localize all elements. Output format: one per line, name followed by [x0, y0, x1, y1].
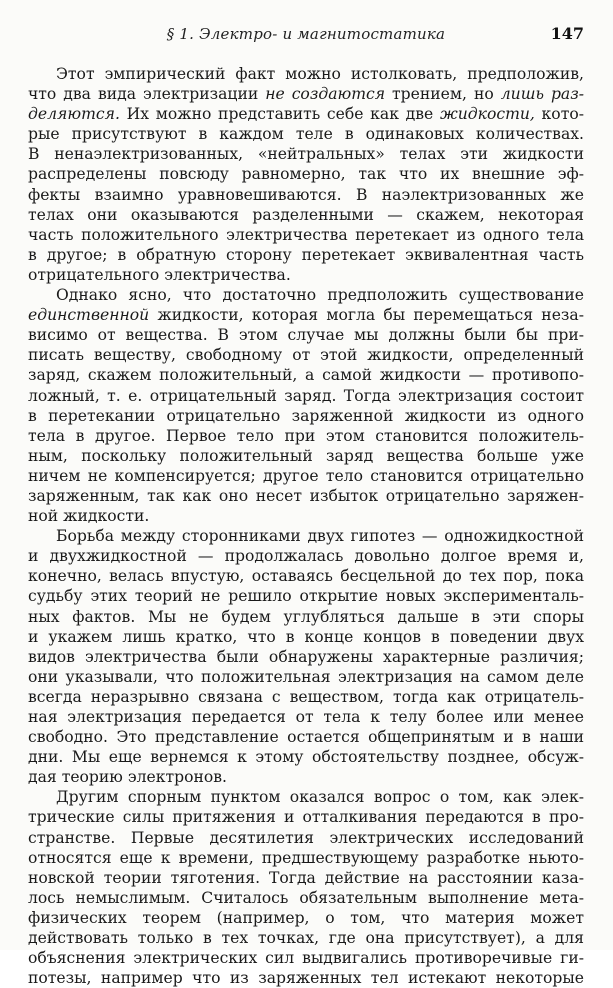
- text-line-with-emphasis: [28, 305, 584, 325]
- text-line: часть положительного электричества перетекает из одного тела: [28, 225, 584, 244]
- emphasis-span: жидкости,: [439, 105, 535, 124]
- paragraph-3: [28, 526, 584, 787]
- emphasis-span: лишь раз-: [500, 85, 584, 104]
- text-span: что два вида электризации: [28, 85, 266, 104]
- text-line: телах они оказываются разделенными — скажем, некоторая: [28, 205, 584, 224]
- text-line: трические силы притяжения и отталкивания передаются в про-: [28, 808, 584, 827]
- text-line: странстве. Первые десятилетия электрических исследований: [28, 828, 584, 847]
- text-line: Этот эмпирический факт можно истолковать, предположив,: [56, 65, 584, 83]
- text-line: писать веществу, свободному от этой жидкости, определенный: [28, 346, 584, 365]
- emphasis-span: не создаются: [265, 85, 386, 104]
- text-line: новской теории тяготения. Тогда действие на расстоянии каза-: [28, 868, 584, 887]
- running-head: [28, 24, 584, 46]
- body-text: [28, 64, 584, 988]
- text-line-with-emphasis: [28, 84, 584, 104]
- text-line: отрицательного электричества.: [28, 265, 291, 284]
- text-line: и укажем лишь кратко, что в конце концов в поведении двух: [28, 627, 584, 646]
- text-line-with-emphasis: [28, 104, 584, 124]
- text-line: Однако ясно, что достаточно предположить существование: [56, 286, 584, 305]
- text-line: в другое; в обратную сторону перетекает эквивалентная часть: [28, 245, 584, 264]
- text-line: ложный, т. е. отрицательный заряд. Тогда электризация состоит: [28, 386, 584, 405]
- text-line: потезы, например что из заряженных тел истекают некоторые: [28, 969, 584, 988]
- running-title: § 1. Электро- и магнитостатика: [166, 25, 446, 43]
- text-line: лось немыслимым. Считалось обязательным выполнение мета-: [28, 888, 584, 907]
- text-line: конечно, велась впустую, оставаясь бесцельной до тех пор, пока: [28, 567, 584, 586]
- emphasis-span: деляются.: [28, 105, 120, 124]
- page-number: 147: [550, 24, 584, 43]
- text-line: в перетекании отрицательно заряженной жидкости из одного: [28, 406, 584, 425]
- text-line: ным, поскольку положительный заряд вещества больше уже: [28, 446, 584, 465]
- text-line: физических теорем (например, о том, что материя может: [28, 908, 584, 927]
- text-line: фекты взаимно уравновешиваются. В наэлектризованных же: [28, 185, 584, 204]
- text-span: кото-: [534, 105, 584, 124]
- paragraph-4: [28, 787, 584, 988]
- text-line: тела в другое. Первое тело при этом становится положитель-: [28, 426, 584, 445]
- text-span: жидкости, которая могла бы перемещаться неза-: [149, 306, 584, 325]
- text-line: всегда неразрывно связана с веществом, тогда как отрицатель-: [28, 687, 584, 706]
- text-line: они указывали, что положительная электризация на самом деле: [28, 667, 584, 686]
- text-line: Другим спорным пунктом оказался вопрос о том, как элек-: [56, 788, 584, 807]
- text-line: ной жидкости.: [28, 507, 150, 526]
- text-line: ная электризация передается от тела к телу более или менее: [28, 708, 584, 726]
- paragraph-2: [28, 285, 584, 526]
- text-line: дая теорию электронов.: [28, 768, 227, 787]
- text-line: объяснения электрических сил выдвигались противоречивые ги-: [28, 949, 584, 968]
- text-line: ных фактов. Мы не будем углубляться дальше в эти споры: [28, 607, 584, 626]
- text-line: видов электричества были обнаружены характерные различия;: [28, 647, 584, 666]
- text-line: судьбу этих теорий не решило открытие новых эксперименталь-: [28, 587, 584, 606]
- text-span: трением, но: [385, 85, 501, 104]
- text-line: Борьба между сторонниками двух гипотез — одножидкостной: [56, 527, 584, 546]
- text-line: В ненаэлектризованных, «нейтральных» телах эти жидкости: [28, 145, 584, 164]
- text-line: ничем не компенсируется; другое тело становится отрицательно: [28, 466, 584, 485]
- text-line: заряженным, так как оно несет избыток отрицательно заряжен-: [28, 486, 584, 505]
- text-line: распределены повсюду равномерно, так что их внешние эф-: [28, 165, 584, 184]
- text-line: дни. Мы еще вернемся к этому обстоятельству позднее, обсуж-: [28, 748, 584, 767]
- text-line: свободно. Это представление остается общепринятым и в наши: [28, 728, 584, 747]
- text-line: висимо от вещества. В этом случае мы должны были бы при-: [28, 326, 584, 345]
- text-line: заряд, скажем положительный, а самой жидкости — противопо-: [28, 366, 584, 385]
- text-line: и двухжидкостной — продолжалась довольно долгое время и,: [28, 547, 584, 566]
- text-span: Их можно представить себе как две: [119, 105, 440, 124]
- text-line: действовать только в тех точках, где она присутствует), а для: [28, 929, 584, 948]
- emphasis-span: единственной: [28, 306, 150, 325]
- paragraph-1: [28, 64, 584, 285]
- text-line: относятся еще к времени, предшествующему разработке ньюто-: [28, 848, 584, 867]
- text-line: рые присутствуют в каждом теле в одинаковых количествах.: [28, 125, 584, 144]
